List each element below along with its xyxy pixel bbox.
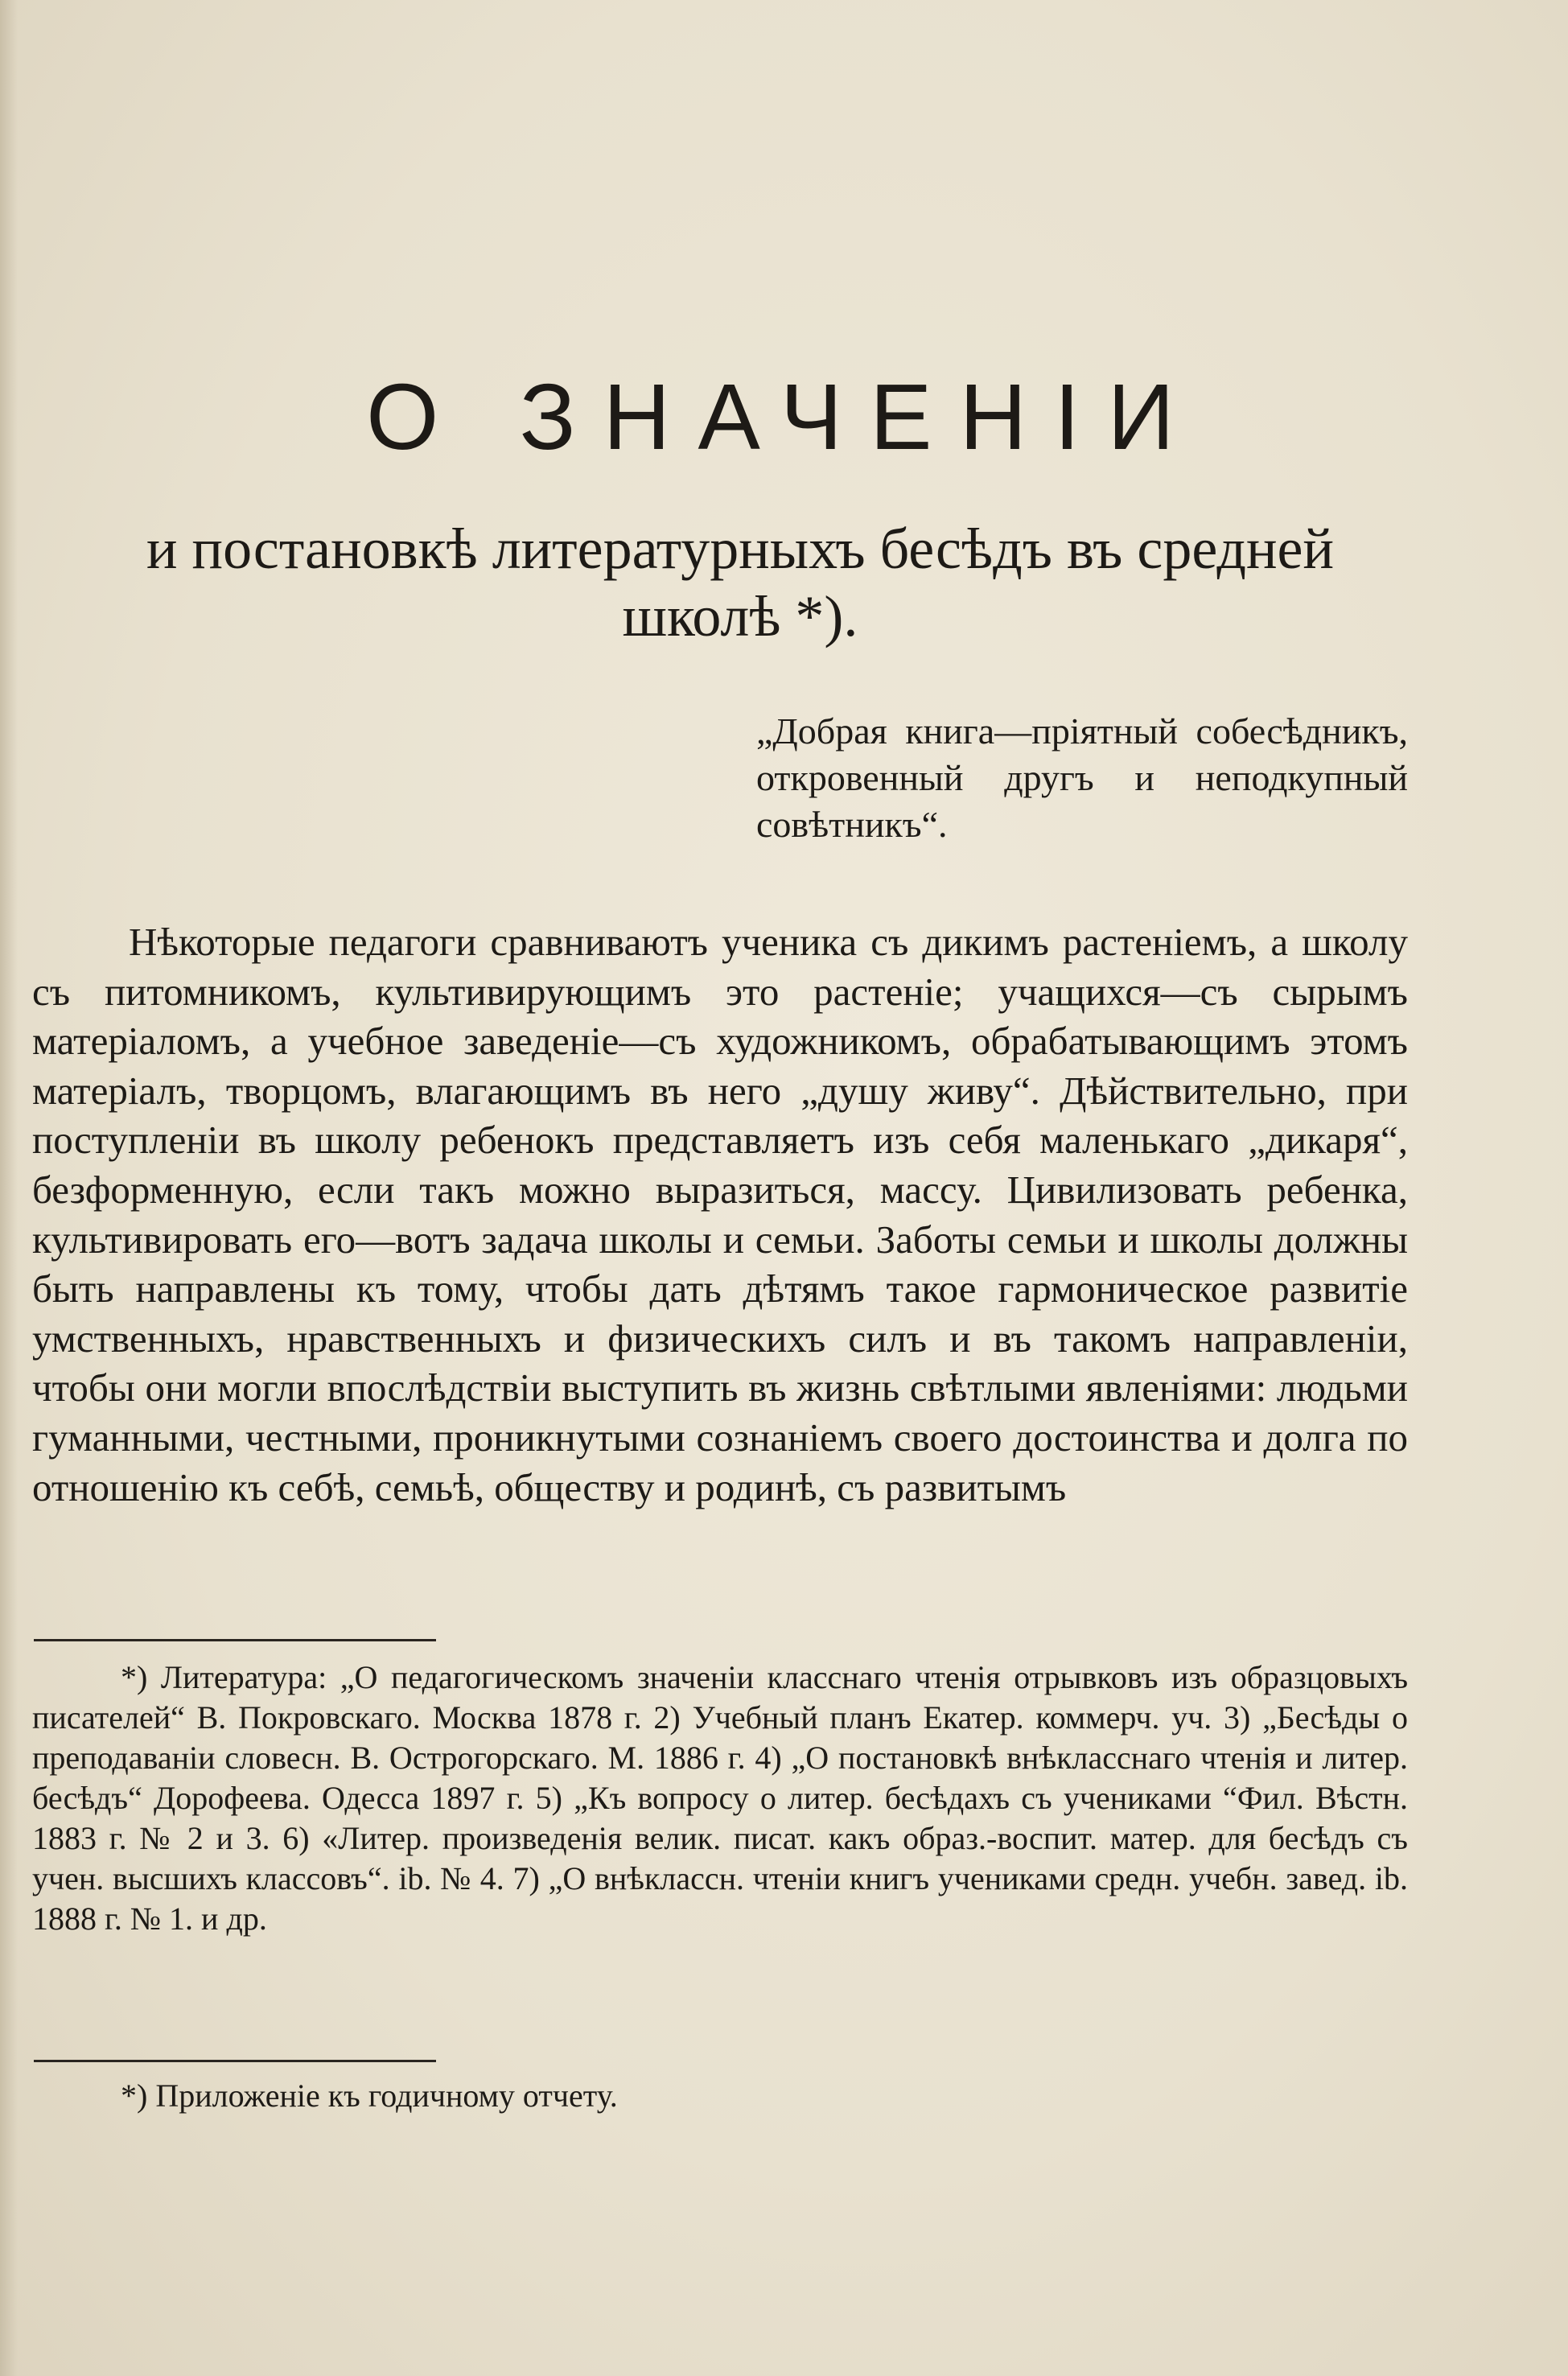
page-title: О ЗНАЧЕНІИ (366, 364, 1202, 469)
body-paragraph: Нѣкоторые педагоги сравниваютъ ученика съ дикимъ растеніемъ, а школу съ питомникомъ, культивирующимъ это растеніе; учащихся—съ сырымъ матеріаломъ, а учебное заведеніе—съ художникомъ, обрабатывающимъ этомъ матеріалъ, творцомъ, влагающимъ въ него „душу живу“. Дѣйствительно, при поступленіи въ школу ребенокъ представляетъ изъ себя маленькаго „дикаря“, безформенную, если такъ можно выразиться, массу. Цивилизовать ребенка, культивировать его—вотъ задача школы и семьи. Заботы семьи и школы должны быть направлены къ тому, чтобы дать дѣтямъ такое гармоническое развитіе умственныхъ, нравственныхъ и физическихъ силъ и въ такомъ направленіи, чтобы они могли впослѣдствіи выступить въ жизнь свѣтлыми явленіями: людьми гуманными, честными, проникнутыми сознаніемъ своего достоинства и долга по отношенію къ себѣ, семьѣ, обществу и родинѣ, съ развитымъ (32, 920, 1408, 1509)
footnote-appendix: *) Приложеніе къ годичному отчету. (121, 2077, 618, 2114)
page-gutter-shadow (0, 0, 18, 2376)
epigraph: „Добрая книга—пріятный собесѣдникъ, откровенный другъ и неподкупный совѣтникъ“. (756, 710, 1408, 845)
page-subtitle: и постановкѣ литературныхъ бесѣдъ въ средней школѣ *). (146, 517, 1334, 649)
footnote-divider-2 (34, 2060, 436, 2062)
footnote-divider (34, 1639, 436, 1641)
footnote-literature: *) Литература: „О педагогическомъ значеніи класснаго чтенія отрывковъ изъ образцовыхъ писателей“ В. Покровскаго. Москва 1878 г. 2) Учебный планъ Екатер. коммерч. уч. 3) „Бесѣды о преподаваніи словесн. В. Острогорскаго. М. 1886 г. 4) „О постановкѣ внѣкласснаго чтенія и литер. бесѣдъ“ Дорофеева. Одесса 1897 г. 5) „Къ вопросу о литер. бесѣдахъ съ учениками “Фил. Вѣстн. 1883 г. № 2 и 3. 6) «Литер. произведенія велик. писат. какъ образ.-воспит. матер. для бесѣдъ съ учен. высшихъ классовъ“. ib. № 4. 7) „О внѣклассн. чтеніи книгъ учениками средн. учебн. завед. ib. 1888 г. № 1. и др. (32, 1659, 1408, 1937)
